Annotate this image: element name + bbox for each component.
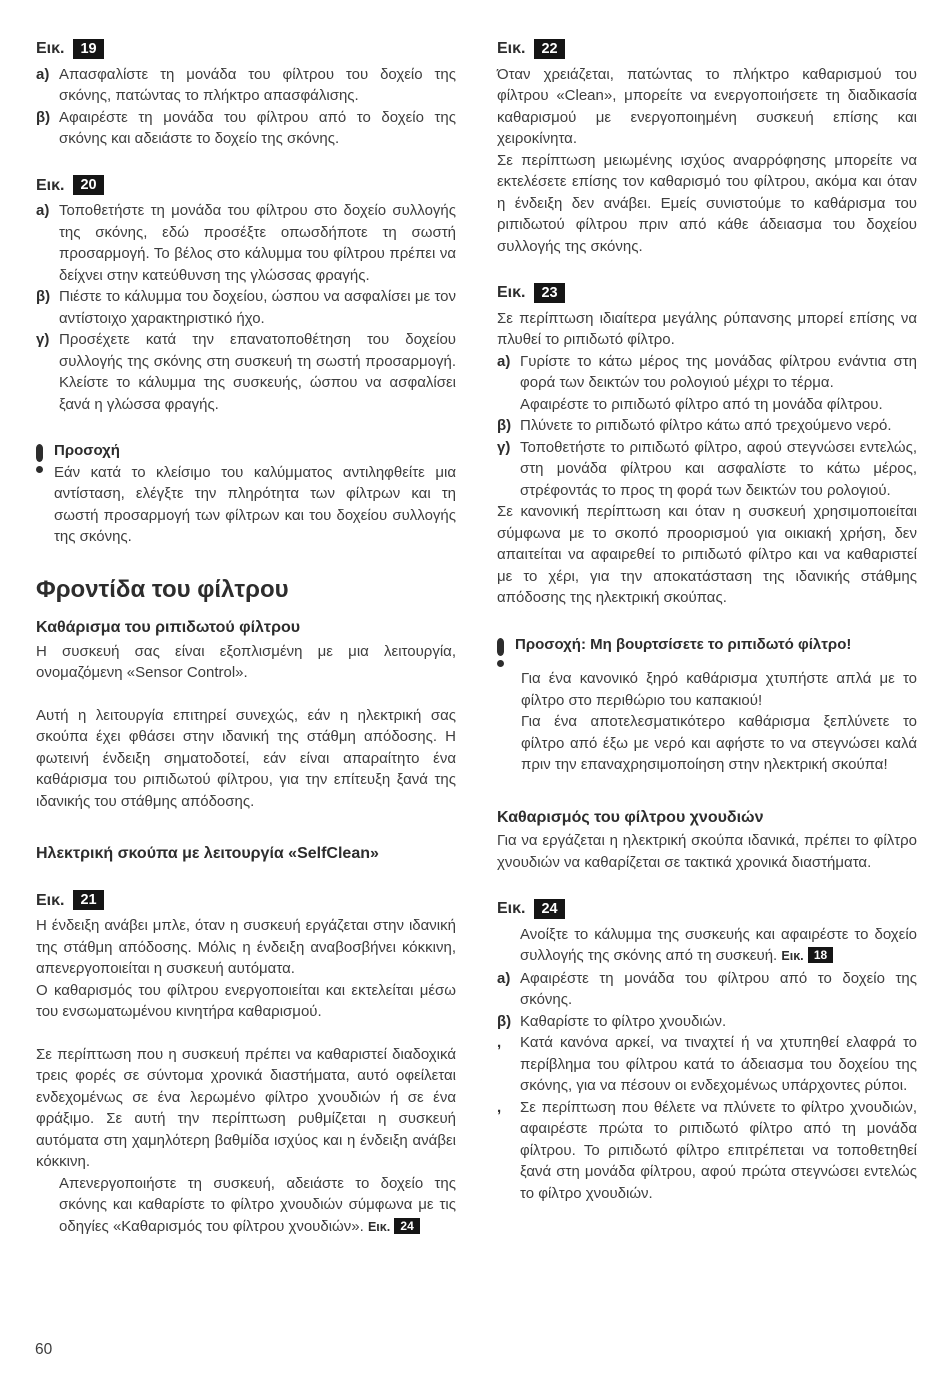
list-item-text: Αφαιρέστε τη μονάδα του φίλτρου από το δοχείο της σκόνης και αδειάστε το δοχείο της σκόνης. (59, 108, 456, 147)
paragraph: Σε περίπτωση ιδιαίτερα μεγάλης ρύπανσης μπορεί επίσης να πλυθεί το ριπιδωτό φίλτρο. (497, 309, 917, 348)
caution-body: Για ένα αποτελεσματικότερο καθάρισμα ξεπλύνετε το φίλτρο από έξω με νερό και αφήστε το να στεγνώσει καλά πριν την επαναχρησιμοποίηση στην ηλεκτρική σκούπα! (521, 713, 917, 773)
list-item-text: Αφαιρέστε τη μονάδα του φίλτρου από το δοχείο της σκόνης. (520, 969, 917, 1008)
list-item-text: Τοποθετήστε τη μονάδα του φίλτρου στο δοχείο συλλογής της σκόνης, εδώ προσέξτε οπωσδήποτε τη σωστή προσαρμογή. Το βέλος στο κάλυμμα του φίλτρου πρέπει να δείχνει στην κατεύθυνση της γλώσσας φραγής. (59, 202, 456, 284)
figure-label: Εικ. (367, 1219, 391, 1234)
paragraph: Για να εργάζεται η ηλεκτρική σκούπα ιδανικά, πρέπει το φίλτρο χνουδιών να καθαρίζεται σε τακτικά χρονικά διαστήματα. (497, 832, 917, 871)
list-item-text: Πλύνετε το ριπιδωτό φίλτρο κάτω από τρεχούμενο νερό. (520, 417, 892, 434)
paragraph: Σε περίπτωση που η συσκευή πρέπει να καθαριστεί διαδοχικά τρεις φορές σε σύντομα χρονικά διαστήματα, αυτό οφείλεται ενδεχομένως σε ένα λερωμένο φίλτρο χνουδιών ή σε ένα φράξιμο. Σε αυτή την περίπτωση ρυθμίζεται η συσκευή αυτόματα στη χαμηλότερη βαθμίδα ισχύος και η ένδειξη ανάβει κόκκινη. (36, 1045, 456, 1170)
caution-box (497, 634, 917, 776)
list-item (497, 1032, 917, 1097)
figure-number-badge: 22 (534, 39, 564, 59)
paragraph: Αυτή η λειτουργία επιτηρεί συνεχώς, εάν η ηλεκτρική σας σκούπα έχει φθάσει στην ιδανική της στάθμη απόδοσης. Η φωτεινή ένδειξη σηματοδοτεί, εάν είναι απαραίτητο ένα καθάρισμα του ριπιδωτού φίλτρου, για την επίτευξη ξανά της ιδανικής του στάθμης απόδοσης. (36, 706, 456, 810)
figure-label: Εικ. (36, 40, 65, 57)
list-item-text: Γυρίστε το κάτω μέρος της μονάδας φίλτρου ενάντια στη φορά των δεικτών του ρολογιού μέχρι το τέρμα. (520, 352, 917, 391)
paragraph (520, 924, 917, 968)
figure-number-badge: 20 (73, 175, 103, 195)
figure-label: Εικ. (36, 176, 65, 194)
paragraph: Όταν χρειάζεται, πατώντας το πλήκτρο καθαρισμού του φίλτρου «Clean», μπορείτε να ενεργοποιήσετε τη διαδικασία καθαρισμού με ενεργοποιημένη συσκευή επίσης και χειροκίνητα. (497, 65, 917, 147)
subsection-title: Καθαρισμός του φίλτρου χνουδιών (497, 808, 764, 826)
list-item-text: Τοποθετήστε το ριπιδωτό φίλτρο, αφού στεγνώσει εντελώς, στη μονάδα φίλτρου και ασφαλίστε το κάτω μέρος, στρέφοντάς το προς τη φορά των δεικτών του ρολογιού. (520, 438, 917, 499)
list-item (497, 968, 917, 1011)
figure-label: Εικ. (36, 891, 65, 909)
paragraph: Σε κανονική περίπτωση και όταν η συσκευή χρησιμοποιείται σύμφωνα με το σκοπό προορισμού για οικιακή χρήση, δεν απαιτείται να αφαιρεθεί το ριπιδωτό φίλτρο και να καθαριστεί με το χέρι, για την αποκατάσταση της ιδανικής στάθμης απόδοσης της ηλεκτρική σκούπας. (497, 503, 917, 606)
list-item-label: a) (36, 65, 50, 83)
figure-label: Εικ. (497, 900, 526, 917)
list-item-text: Σε περίπτωση που θέλετε να πλύνετε το φίλτρο χνουδιών, αφαιρέστε πρώτα το ριπιδωτό φίλτρο από τη μονάδα φίλτρου. Το ριπιδωτό φίλτρο επιτρέπεται να τοποθετηθεί ξανά στη μονάδα φίλτρου, αφού πρώτα στεγνώσει εντελώς το φίλτρο χνουδιών. (520, 1098, 917, 1202)
list-item (497, 1097, 917, 1205)
list-item-text: Πιέστε το κάλυμμα του δοχείου, ώσπου να ασφαλίσει με τον αντίστοιχο χαρακτηριστικό ήχο. (59, 288, 456, 327)
list-item-label: a) (497, 969, 511, 987)
list-item-label: γ) (497, 438, 511, 456)
list-item-label: a) (497, 352, 511, 370)
list-item (36, 329, 456, 415)
page-number: 60 (35, 1341, 53, 1358)
figure-number-badge: 23 (534, 283, 564, 303)
list-item (36, 107, 456, 150)
figure-label: Εικ. (781, 949, 804, 963)
caution-body: Για ένα κανονικό ξηρό καθάρισμα χτυπήστε απλά με το φίλτρο στο περιθώριο του καπακιού! (521, 670, 917, 709)
list-item-text: Καθαρίστε το φίλτρο χνουδιών. (520, 1012, 727, 1030)
figure-number-badge: 24 (534, 899, 564, 919)
figure-reference (781, 947, 833, 964)
list-item-label: , (497, 1098, 502, 1116)
figure-number-badge: 19 (73, 39, 103, 59)
paragraph: Η συσκευή σας είναι εξοπλισμένη με μια λειτουργία, ονομαζόμενη «Sensor Control». (36, 642, 456, 681)
list-item-label: , (497, 1034, 502, 1051)
list-item-text: Προσέχετε κατά την επανατοποθέτηση του δοχείου συλλογής της σκόνης στη συσκευή τη σωστή προσαρμογή. Κλείστε το κάλυμμα της συσκευής, ώσπου να ασφαλίσει ξανά η γλώσσα φραγής. (59, 331, 456, 413)
list-item-label: β) (497, 417, 512, 434)
section-title: Φροντίδα του φίλτρου (36, 575, 289, 603)
list-item (36, 286, 456, 329)
paragraph-text: Ανοίξτε το κάλυμμα της συσκευής και αφαιρέστε το δοχείο συλλογής της σκόνης από τη συσκευή. (520, 925, 917, 964)
figure-number-badge: 21 (73, 890, 103, 910)
subsection-title: Καθάρισμα του ριπιδωτού φίλτρου (36, 619, 301, 636)
figure-23-heading (497, 282, 917, 304)
figure-number-badge: 24 (394, 1218, 419, 1234)
warning-icon (497, 638, 504, 667)
list-item-text: Απασφαλίστε τη μονάδα του φίλτρου του δοχείο της σκόνης, πατώντας το πλήκτρο απασφάλισης. (59, 65, 456, 104)
left-column (36, 38, 456, 1238)
paragraph: Η ένδειξη ανάβει μπλε, όταν η συσκευή εργάζεται στην ιδανική της στάθμη απόδοσης. Μόλις η ένδειξη αναβοσβήνει κόκκινη, απενεργοποιείται η συσκευή αυτόματα. (36, 917, 456, 977)
list-item-label: β) (36, 288, 51, 305)
figure-20-heading (36, 175, 456, 197)
caution-title: Προσοχή (54, 442, 120, 459)
subsection-title: Ηλεκτρική σκούπα με λειτουργία «SelfClean» (36, 845, 379, 862)
list-item-label: β) (497, 1012, 512, 1030)
list-item (497, 437, 917, 502)
right-column (497, 38, 917, 1238)
figure-22-heading (497, 38, 917, 60)
caution-title: Προσοχή: Μη βουρτσίσετε το ριπιδωτό φίλτρο! (515, 635, 852, 653)
figure-21-heading (36, 890, 456, 912)
list-item (36, 200, 456, 286)
figure-24-heading (497, 898, 917, 920)
figure-reference (368, 1218, 420, 1235)
figure-label: Εικ. (497, 284, 526, 301)
list-item (497, 415, 917, 437)
figure-label: Εικ. (497, 40, 526, 57)
list-item (36, 64, 456, 107)
list-item-label: a) (36, 202, 50, 219)
list-item-label: β) (36, 108, 51, 126)
paragraph (59, 1173, 456, 1239)
paragraph-text: Απενεργοποιήστε τη συσκευή, αδειάστε το δοχείο της σκόνης και καθαρίστε το φίλτρο χνουδιών σύμφωνα με τις οδηγίες «Καθαρισμός του φίλτρου χνουδιών». (59, 1174, 456, 1235)
figure-19-heading (36, 38, 456, 60)
paragraph: Σε περίπτωση μειωμένης ισχύος αναρρόφησης μπορείτε να εκτελέσετε επίσης τον καθαρισμό του φίλτρου, ακόμα και όταν η ένδειξη δεν ανάβει. Εμείς συνιστούμε το καθάρισμα του ριπιδωτού φίλτρου πριν από κάθε άδειασμα του δοχείου συλλογής της σκόνης. (497, 151, 917, 255)
list-item (497, 351, 917, 416)
list-item-label: γ) (36, 331, 50, 348)
figure-number-badge: 18 (808, 947, 833, 963)
caution-box (36, 440, 456, 548)
list-item-text: Αφαιρέστε το ριπιδωτό φίλτρο από τη μονάδα φίλτρου. (520, 395, 883, 413)
warning-icon (36, 444, 43, 473)
list-item (497, 1011, 917, 1033)
paragraph: Ο καθαρισμός του φίλτρου ενεργοποιείται και εκτελείται μέσω του ενσωματωμένου κινητήρα καθαρισμού. (36, 981, 456, 1020)
caution-body: Εάν κατά το κλείσιμο του καλύμματος αντιληφθείτε μια αντίσταση, ελέγξτε την πληρότητα των φίλτρων και τη σωστή προσαρμογή των φίλτρων και του δοχείου συλλογής της σκόνης. (54, 463, 456, 545)
list-item-text: Κατά κανόνα αρκεί, να τιναχτεί ή να χτυπηθεί ελαφρά το περίβλημα του φίλτρου κατά το άδειασμα του δοχείου της σκόνης, για να πέσουν οι ενδεχομένως υπάρχοντες ρύποι. (520, 1034, 917, 1094)
